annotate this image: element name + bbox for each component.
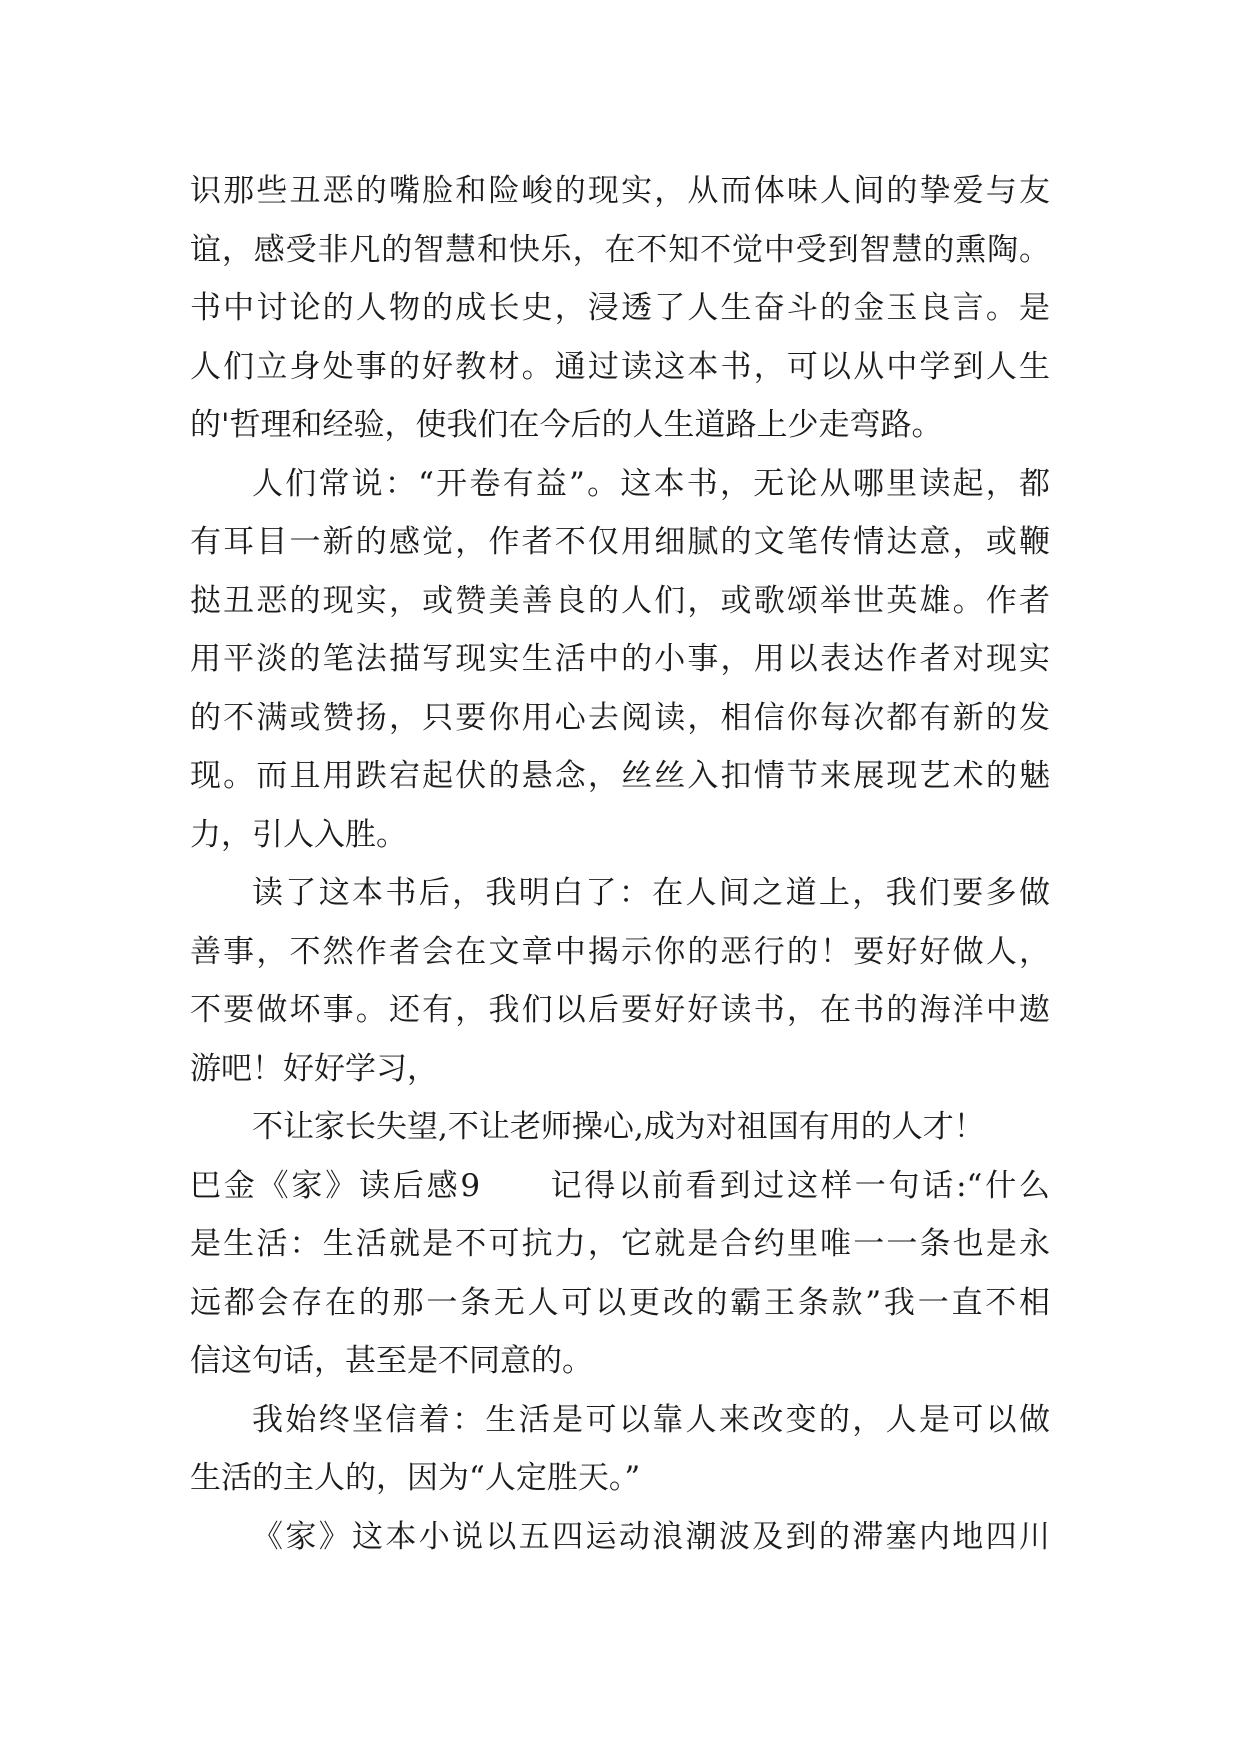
text-line: 现。而且用跌宕起伏的悬念，丝丝入扣情节来展现艺术的魅 [190, 758, 1050, 794]
text-line: 生活的主人的，因为“人定胜天。” [190, 1460, 641, 1496]
text-line: 书中讨论的人物的成长史，浸透了人生奋斗的金玉良言。是 [190, 290, 1050, 326]
text-line: 巴金《家》读后感9 记得以前看到过这样一句话:“什么 [190, 1167, 1050, 1204]
text-line: 谊，感受非凡的智慧和快乐，在不知不觉中受到智慧的熏陶。 [190, 231, 1050, 268]
text-line: 人们常说：“开卷有益”。这本书，无论从哪里读起，都 [252, 465, 1050, 502]
text-line: 识那些丑恶的嘴脸和险峻的现实，从而体味人间的挚爱与友 [190, 173, 1050, 209]
text-line: 远都会存在的那一条无人可以更改的霸王条款”我一直不相 [190, 1284, 1050, 1321]
text-line: 善事，不然作者会在文章中揭示你的恶行的！要好好做人， [190, 933, 1050, 970]
text-line: 信这句话，甚至是不同意的。 [190, 1343, 593, 1379]
text-line: 人们立身处事的好教材。通过读这本书，可以从中学到人生 [190, 348, 1050, 385]
text-line: 不让家长失望,不让老师操心,成为对祖国有用的人才！ [252, 1109, 985, 1145]
text-line: 读了这本书后，我明白了：在人间之道上，我们要多做 [252, 875, 1050, 911]
text-line: 我始终坚信着：生活是可以靠人来改变的，人是可以做 [252, 1401, 1050, 1438]
text-line: 的'哲理和经验，使我们在今后的人生道路上少走弯路。 [190, 407, 943, 443]
text-line: 用平淡的笔法描写现实生活中的小事，用以表达作者对现实 [190, 641, 1050, 677]
text-line: 力，引人入胜。 [190, 816, 407, 853]
text-line: 有耳目一新的感觉，作者不仅用细腻的文笔传情达意，或鞭 [190, 524, 1050, 560]
text-line: 挞丑恶的现实，或赞美善良的人们，或歌颂举世英雄。作者 [190, 582, 1050, 619]
text-line: 《家》这本小说以五四运动浪潮波及到的滞塞内地四川 [252, 1518, 1050, 1555]
text-line: 游吧！好好学习， [190, 1050, 438, 1087]
text-line: 是生活：生活就是不可抗力，它就是合约里唯一一条也是永 [190, 1226, 1050, 1262]
text-line: 的不满或赞扬，只要你用心去阅读，相信你每次都有新的发 [190, 699, 1050, 736]
text-line: 不要做坏事。还有，我们以后要好好读书，在书的海洋中遨 [190, 992, 1050, 1028]
document-body [190, 162, 1050, 1566]
